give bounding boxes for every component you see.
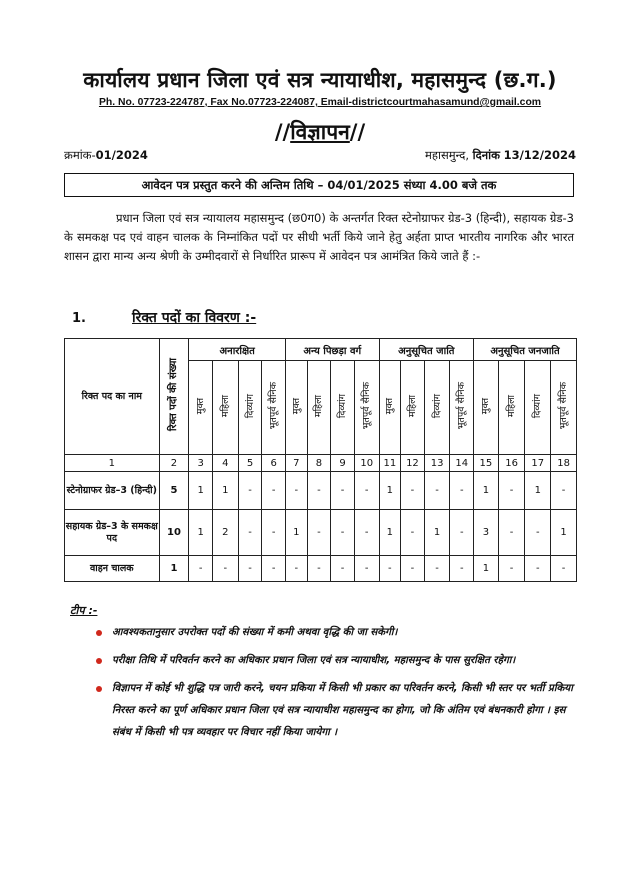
table-row [65,472,577,510]
cell: - [238,556,262,582]
cell: 1 [213,472,239,510]
date-value: 13/12/2024 [503,148,576,162]
cell: 1 [525,472,551,510]
cell: - [401,472,425,510]
cell: - [498,472,525,510]
cell: - [424,472,450,510]
cell: - [307,472,331,510]
section-number: 1. [72,311,86,326]
cell: - [286,472,308,510]
cell: - [401,510,425,556]
group-unreserved: अनारक्षित [189,339,286,361]
cell: - [424,556,450,582]
cell: - [498,510,525,556]
subcol-open: मुक्त [379,361,401,455]
col-number: 11 [379,455,401,472]
section-title: रिक्त पदों का विवरण :- [132,310,257,326]
subcol-open: मुक्त [189,361,213,455]
cell: - [450,510,474,556]
subcol-women: महिला [213,361,239,455]
cell: - [379,556,401,582]
post-name: सहायक ग्रेड–3 के समकक्ष पद [65,510,160,556]
subcol-divyang: दिव्यांग [525,361,551,455]
table-row [65,556,577,582]
col-number: 7 [286,455,308,472]
cell: 1 [551,510,577,556]
cell: - [262,472,286,510]
bullet-icon [96,630,102,636]
cell: 1 [189,472,213,510]
cell: 1 [474,472,499,510]
subcol-divyang: दिव्यांग [331,361,355,455]
deadline-box: आवेदन पत्र प्रस्तुत करने की अन्तिम तिथि – 04/01/2025 संध्या 4.00 बजे तक [64,173,574,197]
office-heading: कार्यालय प्रधान जिला एवं सत्र न्यायाधीश, महासमुन्द (छ.ग.) [83,68,557,92]
place-label: महासमुन्द, [425,148,469,162]
cell: - [450,556,474,582]
subcol-divyang: दिव्यांग [424,361,450,455]
cell: - [525,510,551,556]
cell: - [401,556,425,582]
subcol-exservice: भूतपूर्व सैनिक [450,361,474,455]
group-obc: अन्य पिछड़ा वर्ग [286,339,380,361]
page-title [0,118,640,146]
reference-number [64,148,148,163]
column-number-row [65,455,577,472]
col-number: 18 [551,455,577,472]
title-suffix: // [349,120,366,144]
post-name: वाहन चालक [65,556,160,582]
list-item: परीक्षा तिथि में परिवर्तन करने का अधिकार प्रधान जिला एवं सत्र न्यायाधीश, महासमुन्द के पास सुरक्षित रहेगा। [112,650,578,672]
date-label: दिनांक [472,148,500,162]
cell: - [498,556,525,582]
title-text: विज्ञापन [290,120,350,144]
col-number: 9 [331,455,355,472]
subcol-open: मुक्त [474,361,499,455]
title-prefix: // [274,120,291,144]
cell: - [525,556,551,582]
cell: - [262,556,286,582]
cell: - [189,556,213,582]
cell: - [307,510,331,556]
notes-list [112,622,578,750]
post-count: 5 [159,472,189,510]
cell: - [354,556,379,582]
intro-paragraph [64,209,574,266]
cell: 3 [474,510,499,556]
post-count: 10 [159,510,189,556]
cell: - [238,472,262,510]
post-name: स्टेनोग्राफर ग्रेड–3 (हिन्दी) [65,472,160,510]
col-number: 16 [498,455,525,472]
col-number: 3 [189,455,213,472]
cell: - [213,556,239,582]
issue-date [425,148,576,163]
cell: 1 [424,510,450,556]
subcol-women: महिला [401,361,425,455]
list-item: आवश्यकतानुसार उपरोक्त पदों की संख्या में कमी अथवा वृद्धि की जा सकेगी। [112,622,578,644]
kramank-label: क्रमांक- [64,148,96,162]
col-post-count: रिक्त पदों की संख्या [159,339,189,455]
col-number: 1 [65,455,160,472]
col-number: 8 [307,455,331,472]
intro-text: प्रधान जिला एवं सत्र न्यायालय महासमुन्द (छ0ग0) के अन्तर्गत रिक्त स्टेनोग्राफर ग्रेड-3 (हिन्दी), सहायक ग्रेड-3 के समकक्ष पद एवं वाहन चालक के निम्नांकित पदों पर सीधी भर्ती किये जाने हेतु अर्हता प्राप्त भारतीय नागरिक और भारत शासन द्वारा मान्य अन्य श्रेणी के उम्मीदवारों से निर्धारित प्रारूप में आवेदन पत्र आमंत्रित किये जाते हैं :- [64,211,574,263]
col-number: 12 [401,455,425,472]
col-post-name: रिक्त पद का नाम [65,339,160,455]
cell: - [551,556,577,582]
col-number: 6 [262,455,286,472]
cell: 1 [379,472,401,510]
cell: - [331,510,355,556]
contact-line: Ph. No. 07723-224787, Fax No.07723-224087, Email-districtcourtmahasamund@gmail.com [98,97,542,108]
cell: 1 [286,510,308,556]
col-number: 5 [238,455,262,472]
cell: - [262,510,286,556]
vacancy-table [64,338,577,582]
cell: - [354,472,379,510]
subcol-exservice: भूतपूर्व सैनिक [354,361,379,455]
post-count: 1 [159,556,189,582]
subcol-exservice: भूतपूर्व सैनिक [551,361,577,455]
bullet-icon [96,686,102,692]
cell: - [450,472,474,510]
col-number: 14 [450,455,474,472]
col-number: 4 [213,455,239,472]
cell: - [331,556,355,582]
subcol-divyang: दिव्यांग [238,361,262,455]
cell: 1 [189,510,213,556]
col-number: 10 [354,455,379,472]
cell: - [286,556,308,582]
cell: 1 [379,510,401,556]
cell: - [551,472,577,510]
kramank-value: 01/2024 [95,148,148,162]
group-st: अनुसूचित जनजाति [474,339,577,361]
cell: - [238,510,262,556]
subcol-exservice: भूतपूर्व सैनिक [262,361,286,455]
col-number: 17 [525,455,551,472]
notes-label: टीप :- [70,604,98,617]
cell: 2 [213,510,239,556]
table-header-row [65,339,577,361]
group-sc: अनुसूचित जाति [379,339,474,361]
col-number: 15 [474,455,499,472]
bullet-icon [96,658,102,664]
col-number: 13 [424,455,450,472]
cell: 1 [474,556,499,582]
subcol-women: महिला [307,361,331,455]
col-number: 2 [159,455,189,472]
table-row [65,510,577,556]
cell: - [331,472,355,510]
cell: - [354,510,379,556]
subcol-open: मुक्त [286,361,308,455]
cell: - [307,556,331,582]
list-item: विज्ञापन में कोई भी शुद्धि पत्र जारी करने, चयन प्रकिया में किसी भी प्रकार का परिवर्तन करने, किसी भी स्तर पर भर्ती प्रकिया निरस्त करने का पूर्ण अधिकार प्रधान जिला एवं सत्र न्यायाधीश महासमुन्द का होगा, जो कि अंतिम एवं बंधनकारी होगा । इस संबंध में किसी भी पत्र व्यवहार पर विचार नहीं किया जायेगा । [112,678,578,744]
subcol-women: महिला [498,361,525,455]
